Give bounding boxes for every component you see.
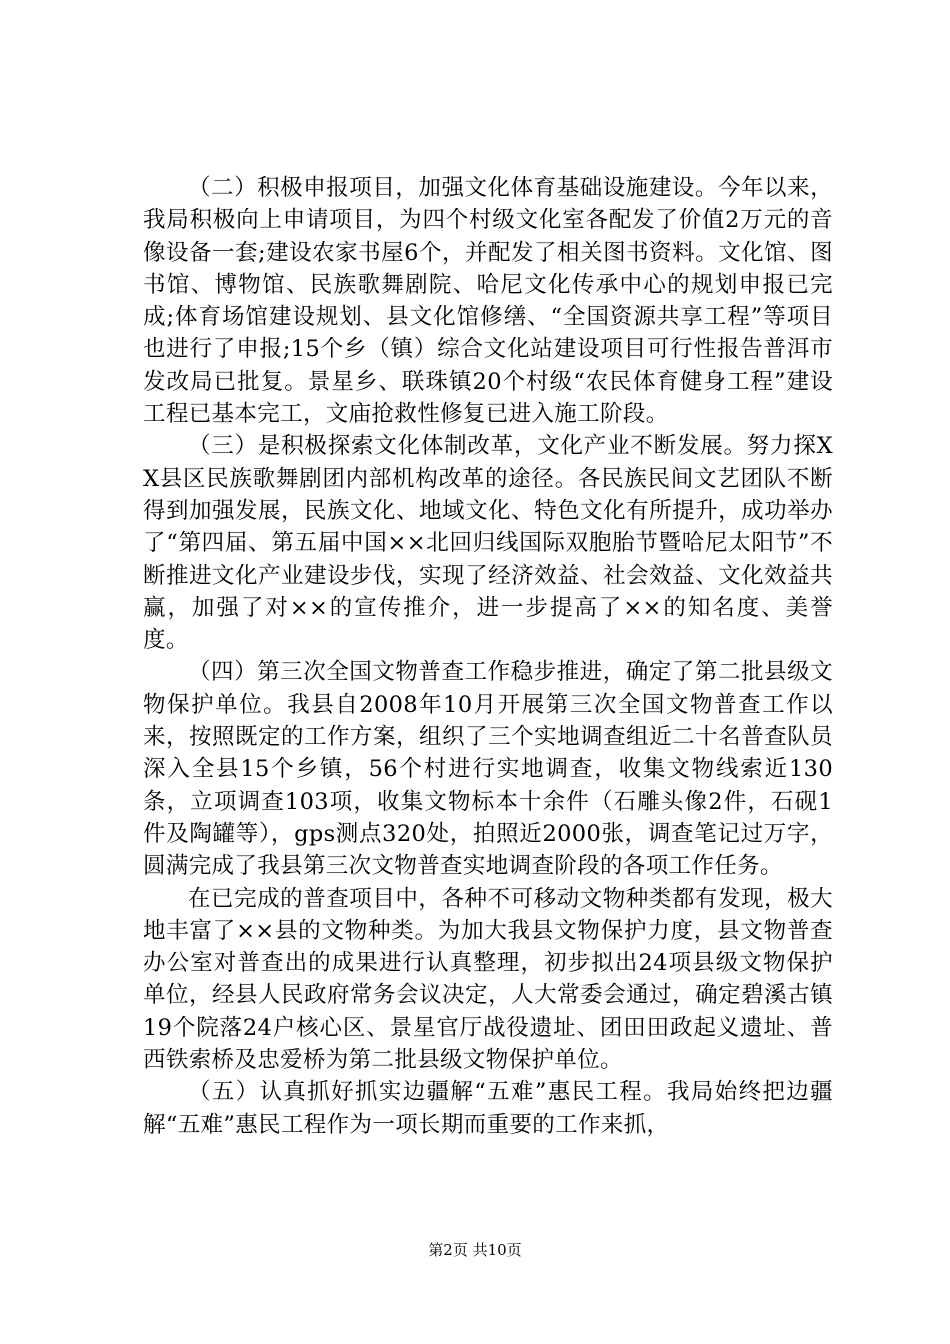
paragraph-4-relics-survey: （四）第三次全国文物普查工作稳步推进，确定了第二批县级文物保护单位。我县自2008年10月开展第三次全国文物普查工作以来，按照既定的工作方案，组织了三个实地调查组近二十名普查队员深入全县15个乡镇，56个村进行实地调查，收集文物线索近130条，立项调查103项，收集文物标本十余件（石雕头像2件，石砚1件及陶罐等），gps测点320处，拍照近2000张，调查笔记过万字，圆满完成了我县第三次文物普查实地调查阶段的各项工作任务。 bbox=[143, 659, 833, 880]
page-number-footer: 第2页 共10页 bbox=[428, 1241, 522, 1259]
paragraph-2-infrastructure: （二）积极申报项目，加强文化体育基础设施建设。今年以来，我局积极向上申请项目，为四个村级文化室各配发了价值2万元的音像设备一套;建设农家书屋6个，并配发了相关图书资料。文化馆、图书馆、博物馆、民族歌舞剧院、哈尼文化传承中心的规划申报已完成;体育场馆建设规划、县文化馆修缮、“全国资源共享工程”等项目也进行了申报;15个乡（镇）综合文化站建设项目可行性报告普洱市发改局已批复。景星乡、联珠镇20个村级“农民体育健身工程”建设工程已基本完工，文庙抢救性修复已进入施工阶段。 bbox=[143, 175, 833, 428]
paragraph-relics-protection: 在已完成的普查项目中，各种不可移动文物种类都有发现，极大地丰富了××县的文物种类。为加大我县文物保护力度，县文物普查办公室对普查出的成果进行认真整理，初步拟出24项县级文物保护单位，经县人民政府常务会议决定，人大常委会通过，确定碧溪古镇19个院落24户核心区、景星官厅战役遗址、团田田政起义遗址、普西铁索桥及忠爱桥为第二批县级文物保护单位。 bbox=[143, 885, 833, 1074]
document-body bbox=[143, 172, 833, 1141]
paragraph-3-culture-reform: （三）是积极探索文化体制改革，文化产业不断发展。努力探XX县区民族歌舞剧团内部机构改革的途径。各民族民间文艺团队不断得到加强发展，民族文化、地域文化、特色文化有所提升，成功举办了“第四届、第五届中国××北回归线国际双胞胎节暨哈尼太阳节”不断推进文化产业建设步伐，实现了经济效益、社会效益、文化效益共赢，加强了对××的宣传推介，进一步提高了××的知名度、美誉度。 bbox=[143, 433, 833, 654]
paragraph-5-border-project: （五）认真抓好抓实边疆解“五难”惠民工程。我局始终把边疆解“五难”惠民工程作为一项长期而重要的工作来抓， bbox=[143, 1079, 833, 1138]
